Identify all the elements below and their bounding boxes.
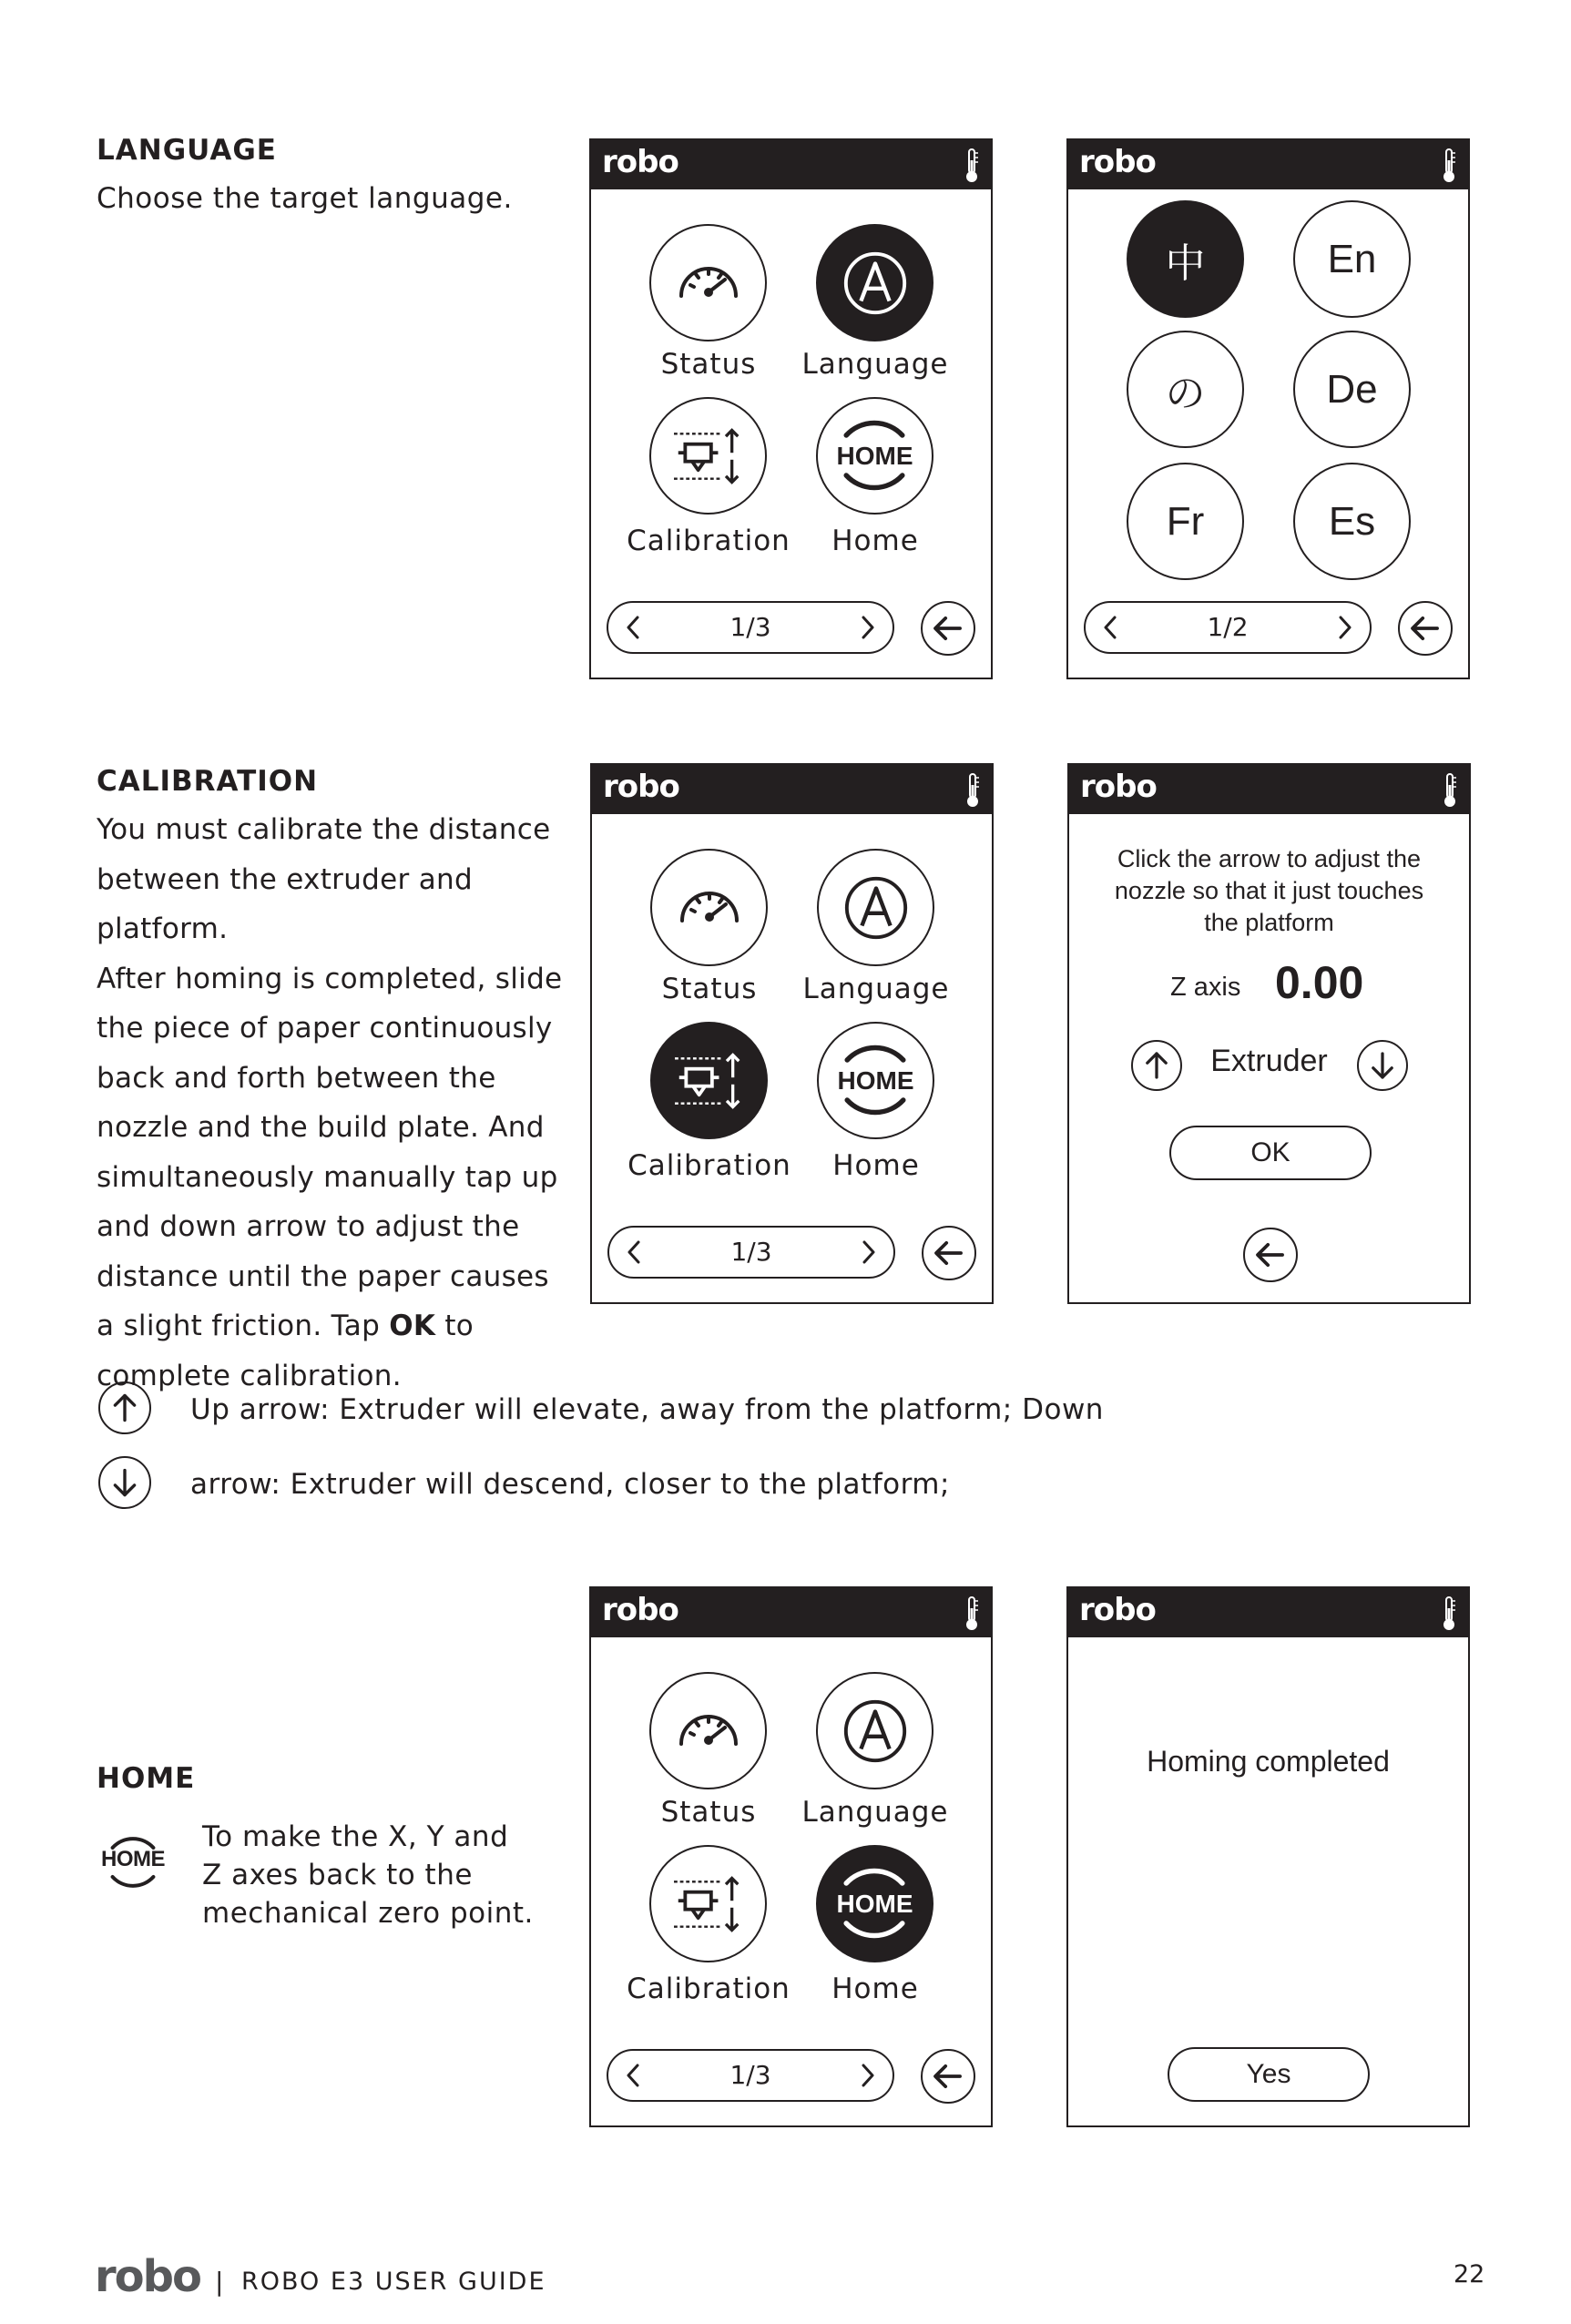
status-label: Status <box>660 1796 757 1829</box>
gauge-icon <box>672 1704 745 1758</box>
thermometer-icon[interactable] <box>1443 772 1456 809</box>
chevron-right-icon[interactable] <box>862 1240 875 1264</box>
language-menu-button[interactable] <box>816 224 933 341</box>
status-menu-button[interactable] <box>650 849 768 966</box>
extruder-down-button[interactable] <box>1357 1040 1408 1091</box>
home-label: Home <box>831 1972 919 2005</box>
ok-bold: OK <box>389 1310 436 1342</box>
calibration-label: Calibration <box>627 1149 791 1182</box>
menu-screen-home <box>589 1586 993 2127</box>
language-label: Language <box>802 973 950 1005</box>
home-description-line: To make the X, Y and <box>202 1820 509 1853</box>
ok-prefix: a slight friction. Tap <box>97 1310 390 1342</box>
status-label: Status <box>660 348 757 381</box>
home-description <box>202 1818 534 1932</box>
chevron-right-icon[interactable] <box>1339 616 1352 639</box>
robo-logo: robo <box>602 144 678 180</box>
chevron-right-icon[interactable] <box>862 616 874 639</box>
instruction-line: nozzle so that it just touches <box>1114 877 1424 904</box>
screen-topbar <box>591 1588 991 1637</box>
calibration-icon <box>669 422 748 491</box>
pager <box>1084 601 1372 654</box>
calibration-label: Calibration <box>627 1972 791 2005</box>
menu-screen-calibration <box>590 763 994 1304</box>
home-label: Home <box>832 1149 920 1182</box>
paragraph-line: complete calibration. <box>97 1359 402 1392</box>
language-selection-screen <box>1066 138 1470 679</box>
robo-logo: robo <box>1080 769 1157 805</box>
language-option-german[interactable]: De <box>1293 331 1411 448</box>
page-indicator: 1/2 <box>1207 612 1249 642</box>
back-arrow-icon <box>923 2051 974 2102</box>
gauge-icon <box>673 881 746 935</box>
back-arrow-icon <box>923 603 974 654</box>
back-button[interactable] <box>921 2049 975 2104</box>
homing-message: Homing completed <box>1147 1745 1390 1778</box>
extruder-label: Extruder <box>1210 1044 1328 1078</box>
thermometer-icon[interactable] <box>965 1595 978 1632</box>
language-icon <box>841 872 912 943</box>
ok-button[interactable]: OK <box>1169 1126 1372 1180</box>
arrow-up-icon <box>100 1383 149 1432</box>
back-button[interactable] <box>922 1226 976 1280</box>
screen-topbar <box>591 140 991 189</box>
arrow-down-icon <box>100 1458 149 1507</box>
language-option-chinese[interactable]: 中 <box>1127 200 1244 318</box>
screen-topbar <box>1069 765 1469 814</box>
home-label: Home <box>831 525 919 557</box>
calibration-menu-button[interactable] <box>649 397 767 515</box>
paragraph-line: simultaneously manually tap up <box>97 1160 558 1194</box>
yes-button[interactable]: Yes <box>1168 2047 1370 2102</box>
back-arrow-icon <box>1400 603 1451 654</box>
language-option-japanese[interactable]: の <box>1127 331 1244 448</box>
paragraph-line: You must calibrate the distance <box>97 813 551 846</box>
status-label: Status <box>661 973 758 1005</box>
calibration-adjust-screen <box>1067 763 1471 1304</box>
down-arrow-note: arrow: Extruder will descend, closer to the platform; <box>190 1468 950 1501</box>
screen-topbar <box>1068 1588 1468 1637</box>
language-option-english[interactable]: En <box>1293 200 1411 318</box>
home-description-line: mechanical zero point. <box>202 1897 534 1930</box>
pager <box>607 601 894 654</box>
pager <box>607 1226 895 1279</box>
home-icon-text: HOME <box>836 441 913 470</box>
calibration-icon <box>669 1870 748 1939</box>
paragraph-line: After homing is completed, slide <box>97 962 563 995</box>
paragraph-line: distance until the paper causes <box>97 1259 549 1293</box>
paragraph-line: the piece of paper continuously <box>97 1012 553 1045</box>
language-label: Language <box>801 348 949 381</box>
home-icon-text: HOME <box>837 1065 914 1095</box>
robo-logo: robo <box>603 769 679 805</box>
thermometer-icon[interactable] <box>1443 148 1455 184</box>
home-icon-text: HOME <box>836 1889 913 1918</box>
instruction-line: the platform <box>1204 909 1334 936</box>
footer-guide-title: ROBO E3 USER GUIDE <box>241 2268 546 2296</box>
back-arrow-icon <box>923 1228 974 1279</box>
calibration-menu-button[interactable] <box>650 1022 768 1139</box>
homing-completed-screen <box>1066 1586 1470 2127</box>
status-menu-button[interactable] <box>649 224 767 341</box>
arrow-down-icon <box>1359 1042 1406 1089</box>
language-label: Language <box>801 1796 949 1829</box>
home-menu-button[interactable] <box>817 1022 934 1139</box>
robo-logo: robo <box>1079 1592 1156 1628</box>
robo-logo: robo <box>1079 144 1156 180</box>
calibration-icon <box>670 1046 749 1116</box>
paragraph-line: and down arrow to adjust the <box>97 1210 520 1243</box>
home-legend-icon <box>97 1826 169 1899</box>
thermometer-icon[interactable] <box>966 772 979 809</box>
home-legend-text: HOME <box>101 1847 165 1871</box>
page-indicator: 1/3 <box>730 1237 772 1267</box>
gauge-icon <box>672 256 745 311</box>
language-icon <box>840 1696 911 1767</box>
back-button[interactable] <box>921 601 975 656</box>
instruction-line: Click the arrow to adjust the <box>1117 845 1422 872</box>
language-heading: LANGUAGE <box>97 134 277 167</box>
screen-topbar <box>1068 140 1468 189</box>
language-option-spanish[interactable]: Es <box>1293 463 1411 580</box>
ok-suffix: to <box>435 1310 474 1342</box>
home-menu-button[interactable] <box>816 397 933 515</box>
page-number: 22 <box>1454 2260 1485 2288</box>
footer-logo: robo <box>95 2251 200 2302</box>
menu-screen-language <box>589 138 993 679</box>
thermometer-icon[interactable] <box>965 148 978 184</box>
pager <box>607 2049 894 2102</box>
calibration-label: Calibration <box>627 525 791 557</box>
calibration-heading: CALIBRATION <box>97 765 319 798</box>
screen-topbar <box>592 765 992 814</box>
robo-logo: robo <box>602 1592 678 1628</box>
chevron-right-icon[interactable] <box>862 2064 874 2087</box>
back-button[interactable] <box>1243 1228 1298 1282</box>
paragraph-line: nozzle and the build plate. And <box>97 1111 545 1144</box>
paragraph-line: back and forth between the <box>97 1061 496 1095</box>
language-option-french[interactable]: Fr <box>1127 463 1244 580</box>
paragraph-line-ok <box>97 1301 588 1351</box>
up-arrow-legend-icon <box>98 1381 151 1434</box>
down-arrow-legend-icon <box>98 1456 151 1509</box>
up-arrow-note: Up arrow: Extruder will elevate, away from the platform; Down <box>190 1393 1104 1426</box>
calibration-instruction <box>1069 843 1469 939</box>
home-menu-button[interactable] <box>816 1845 933 1962</box>
home-heading: HOME <box>97 1762 196 1795</box>
z-axis-label: Z axis <box>1170 973 1241 1002</box>
back-button[interactable] <box>1398 601 1453 656</box>
status-menu-button[interactable] <box>649 1672 767 1789</box>
thermometer-icon[interactable] <box>1443 1595 1455 1632</box>
language-menu-button[interactable] <box>817 849 934 966</box>
home-description-line: Z axes back to the <box>202 1859 473 1891</box>
calibration-menu-button[interactable] <box>649 1845 767 1962</box>
z-axis-value: 0.00 <box>1275 957 1364 1008</box>
language-description: Choose the target language. <box>97 182 513 215</box>
back-arrow-icon <box>1245 1229 1296 1280</box>
page-indicator: 1/3 <box>729 2060 771 2090</box>
calibration-paragraph <box>97 805 588 1401</box>
paragraph-line: between the extruder and platform. <box>97 862 473 945</box>
language-menu-button[interactable] <box>816 1672 933 1789</box>
footer-separator: | <box>215 2267 224 2297</box>
page-indicator: 1/3 <box>729 612 771 642</box>
language-icon <box>840 248 911 319</box>
